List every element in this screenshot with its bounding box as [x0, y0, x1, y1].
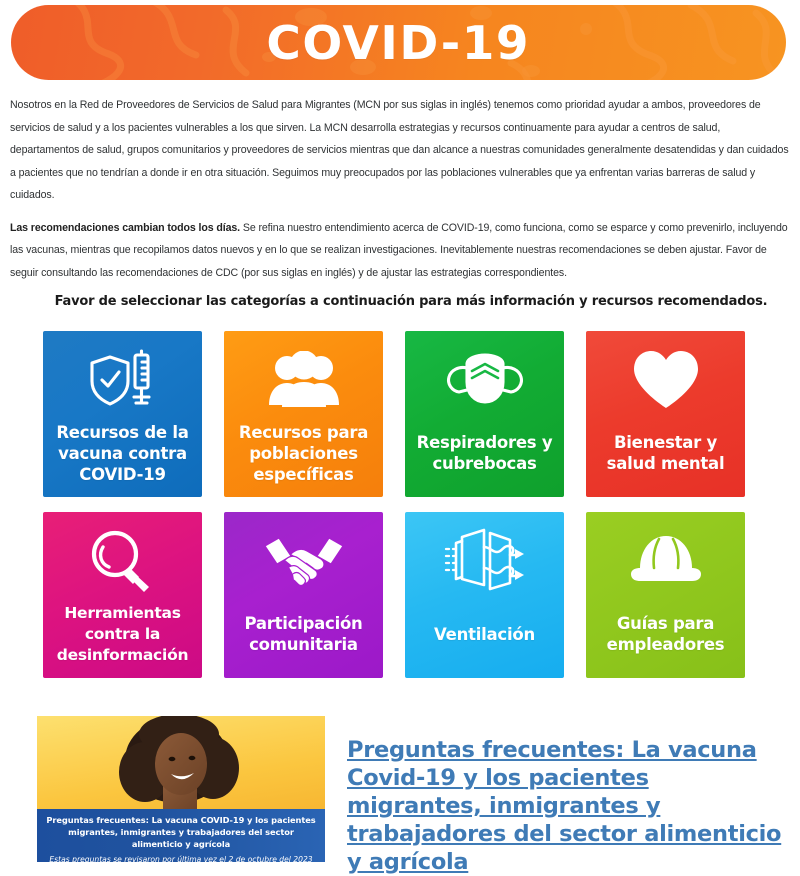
faq-section: [0, 716, 800, 876]
category-tile-label: Bienestar y salud mental: [606, 433, 725, 473]
hard-hat-icon: [627, 526, 705, 596]
faq-link[interactable]: Preguntas frecuentes: La vacuna Covid-19 y los pacientes migrantes, inmigrantes y trabajadores del sector alimenticio y agrícola: [347, 737, 782, 875]
category-tile-label: Recursos para poblaciones específicas: [238, 422, 369, 484]
faq-card-caption-sub-prefix: Estas preguntas se revisaron por última vez el: [49, 855, 229, 862]
intro-paragraph-2: [10, 217, 790, 285]
category-tile-ventilacion[interactable]: [405, 512, 564, 678]
magnifier-icon: [89, 526, 157, 596]
covid-banner: [11, 5, 786, 80]
airflow-icon: [444, 526, 526, 596]
category-tile-poblaciones[interactable]: [224, 331, 383, 497]
category-tile-label: Herramientas contra la desinformación: [56, 603, 189, 664]
faq-card-caption-date: 2 de octubre del 2023: [228, 855, 313, 862]
category-tile-label: Ventilación: [434, 624, 535, 644]
people-group-icon: [267, 345, 341, 415]
intro-paragraph-1: Nosotros en la Red de Proveedores de Servicios de Salud para Migrantes (MCN por sus siglas in inglés) tenemos como prioridad ayudar a ambos, proveedores de servicios de salud y a los pacientes vulnerables a los que sirven. La MCN desarrolla estrategias y recursos continuamente para ayudar a centros de salud, departamentos de salud, grupos comunitarios y proveedores de servicios mientras que dan alcance a nuestras comunidades generalmente desatendidas y dan cuidados a pacientes que no tendrían a donde ir en otra situación. Seguimos muy preocupados por las poblaciones vulnerables que ya enfrentan varias barreras de salud y cuidados.: [10, 99, 789, 201]
shield-syringe-icon: [86, 345, 160, 415]
heart-icon: [631, 345, 701, 415]
category-tile-participacion[interactable]: [224, 512, 383, 678]
category-tile-label: Respiradores y cubrebocas: [416, 433, 553, 473]
category-tile-label: Participación comunitaria: [244, 614, 363, 654]
category-tile-respiradores[interactable]: [405, 331, 564, 497]
intro-copy: [0, 80, 800, 309]
intro-paragraph-2-rest: Se refina nuestro entendimiento acerca de COVID-19, como funciona, como se esparce y como prevenirlo, incluyendo las vacunas, mientras que recopilamos datos nuevos y en lo que se realizan investigaciones. Inevitablemente nuestras recomendaciones se deben ajustar. Favor de seguir consultando las recomendaciones de CDC (por sus siglas en inglés) y de ajustar las estrategias correspondientes.: [10, 221, 788, 279]
face-mask-icon: [445, 345, 525, 415]
page-title: COVID-19: [266, 15, 531, 70]
header-banner-wrapper: [0, 0, 800, 80]
category-tile-label: Guías para empleadores: [606, 614, 725, 654]
category-tile-vacuna[interactable]: [43, 331, 202, 497]
faq-thumbnail-card[interactable]: [37, 716, 325, 862]
category-tile-desinformacion[interactable]: [43, 512, 202, 678]
intro-paragraph-2-lead: Las recomendaciones cambian todos los días.: [10, 221, 241, 234]
select-category-note: Favor de seleccionar las categorías a continuación para más información y recursos recomendados.: [54, 294, 768, 309]
faq-card-caption-subtitle: [43, 854, 319, 862]
faq-card-caption: [37, 809, 325, 862]
category-tile-bienestar[interactable]: [586, 331, 745, 497]
category-grid: [0, 331, 800, 678]
category-tile-empleadores[interactable]: [586, 512, 745, 678]
category-tile-label: Recursos de la vacuna contra COVID-19: [56, 422, 189, 484]
faq-card-caption-title: Preguntas frecuentes: La vacuna COVID-19 y los pacientes migrantes, inmigrantes y trabajadores del sector alimenticio y agrícola: [46, 815, 316, 849]
handshake-icon: [263, 526, 345, 596]
faq-link-wrapper: [347, 716, 788, 876]
